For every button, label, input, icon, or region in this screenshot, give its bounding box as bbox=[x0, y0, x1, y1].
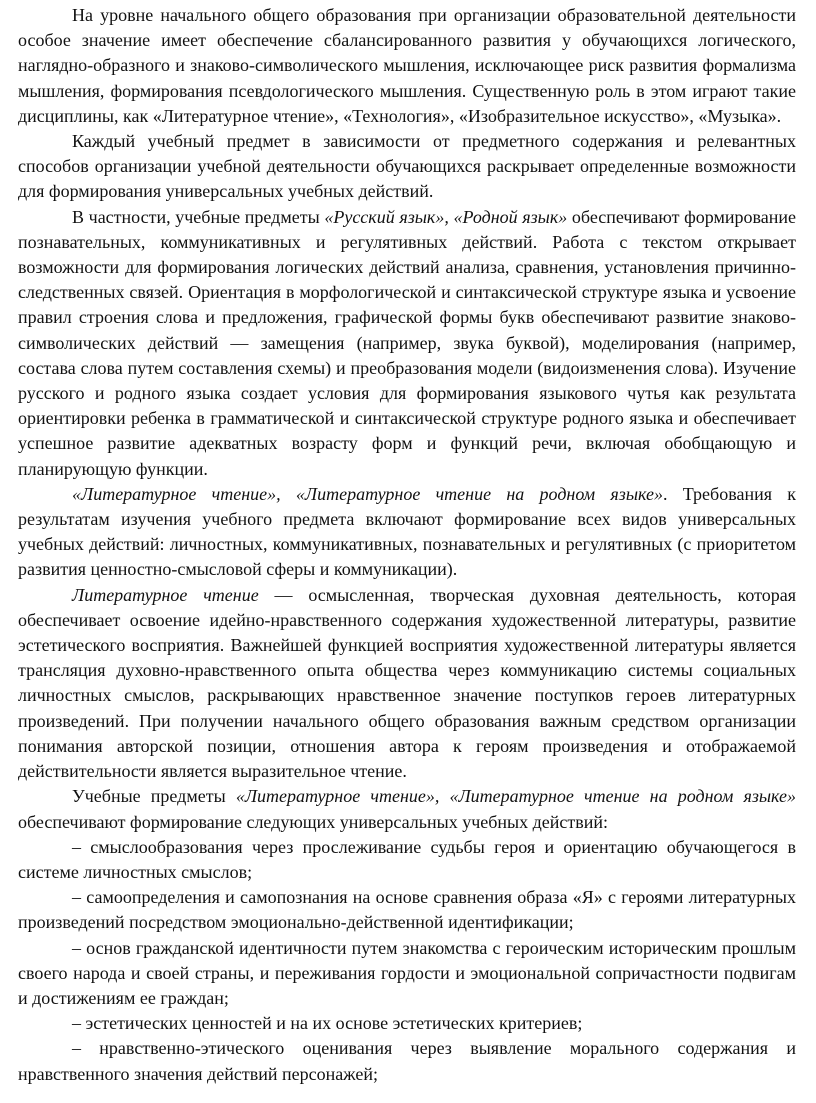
paragraph-russian-language bbox=[18, 205, 796, 482]
paragraph-subjects: Каждый учебный предмет в зависимости от предметного содержания и релевантных способов организации учебной деятельности обучающихся раскрывает определенные возможности для формирования универсальных учебных действий. bbox=[18, 131, 796, 202]
paragraph-russian-language-body: обеспечивают формирование познавательных, коммуникативных и регулятивных действий. Работа с текстом открывает возможности для формирования логических действий анализа, сравнения, установления причинно-следственных связей. Ориентация в морфологической и синтаксической структуре языка и усвоение правил строения слова и предложения, графической формы букв обеспечивают развитие знаково-символических действий — замещения (например, звука буквой), моделирования (например, состава слова путем составления схемы) и преобразования модели (видоизменения слова). Изучение русского и родного языка создает условия для формирования языкового чутья как результата ориентировки ребенка в грамматической и синтаксической структуре родного языка и обеспечивает успешное развитие адекватных возрасту форм и функций речи, включая обобщающую и планирующую функции. bbox=[18, 206, 796, 479]
paragraph-actions-intro bbox=[18, 784, 796, 834]
list-item: – смыслообразования через прослеживание судьбы героя и ориентацию обучающегося в системе личностных смыслов; bbox=[18, 836, 796, 882]
paragraph-literary-reading bbox=[18, 482, 796, 583]
subject-names-russian: «Русский язык», «Родной язык» bbox=[324, 206, 568, 227]
paragraph-literary-reading-body: . Требования к результатам изучения учебного предмета включают формирование всех видов универсальных учебных действий: личностных, коммуникативных, познавательных и регулятивных (с приоритетом развития ценностно-смысловой сферы и коммуникации). bbox=[18, 483, 797, 580]
paragraph-actions-intro-lead: Учебные предметы bbox=[72, 786, 236, 807]
paragraph-literary-definition bbox=[18, 583, 796, 785]
term-literary-reading: Литературное чтение bbox=[72, 584, 259, 605]
list-item: – эстетических ценностей и на их основе эстетических критериев; bbox=[72, 1013, 583, 1034]
paragraph-russian-language-lead: В частности, учебные предметы bbox=[72, 206, 325, 227]
subject-names-actions: «Литературное чтение», «Литературное чтение на родном языке» bbox=[235, 786, 797, 807]
list-item: – самоопределения и самопознания на основе сравнения образа «Я» с героями литературных произведений посредством эмоционально-действенной идентификации; bbox=[18, 887, 796, 933]
paragraph-intro: На уровне начального общего образования при организации образовательной деятельности особое значение имеет обеспечение сбалансированного развития у обучающихся логического, наглядно-образного и знаково-символического мышления, исключающее риск развития формализма мышления, формирования псевдологического мышления. Существенную роль в этом играют такие дисциплины, как «Литературное чтение», «Технология», «Изобразительное искусство», «Музыка». bbox=[18, 5, 796, 126]
paragraph-actions-intro-body: обеспечивают формирование следующих универсальных учебных действий: bbox=[18, 811, 609, 832]
paragraph-literary-definition-body: — осмысленная, творческая духовная деятельность, которая обеспечивает освоение идейно-нравственного содержания художественной литературы, развитие эстетического восприятия. Важнейшей функцией восприятия художественной литературы является трансляция духовно-нравственного опыта общества через коммуникацию системы социальных личностных смыслов, раскрывающих нравственное значение поступков героев литературных произведений. При получении начального общего образования важным средством организации понимания авторской позиции, отношения автора к героям произведения и отображаемой действительности является выразительное чтение. bbox=[18, 584, 796, 782]
subject-names-literary: «Литературное чтение», «Литературное чтение на родном языке» bbox=[72, 483, 663, 504]
list-item: – основ гражданской идентичности путем знакомства с героическим историческим прошлым своего народа и своей страны, и переживания гордости и эмоциональной сопричастности подвигам и достижениям ее граждан; bbox=[18, 937, 796, 1008]
list-item: – нравственно-этического оценивания через выявление морального содержания и нравственного значения действий персонажей; bbox=[18, 1038, 796, 1084]
